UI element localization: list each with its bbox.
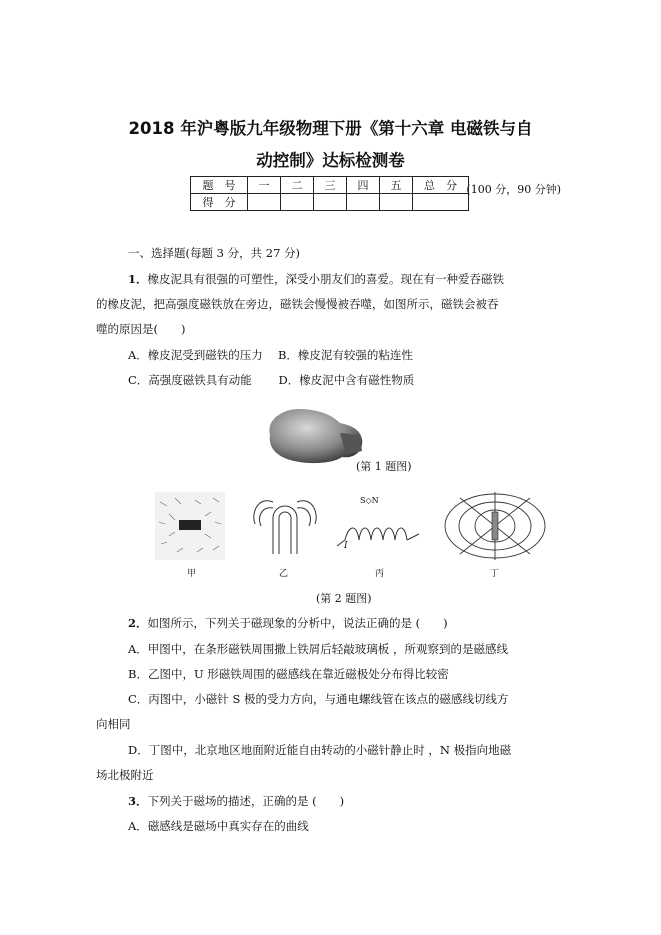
q3-number: 3． (128, 794, 148, 808)
figure-2-caption: (第 2 题图) (316, 592, 372, 605)
score-input-cell (413, 194, 469, 211)
q2-option-d-line1: D．丁图中，北京地区地面附近能自由转动的小磁针静止时 ，N 极指向地磁 (128, 743, 512, 757)
q1-option-b: B．橡皮泥有较强的粘连性 (277, 348, 413, 362)
q1-option-d: D．橡皮泥中含有磁性物质 (278, 373, 415, 387)
figure-2-label-ding: 丁 (490, 569, 500, 579)
score-cell: 三 (314, 177, 347, 194)
score-cell: 二 (281, 177, 314, 194)
q2-number: 2． (128, 616, 148, 630)
score-input-cell (248, 194, 281, 211)
q1-text: 橡皮泥具有很强的可塑性，深受小朋友们的喜爱。现在有一种爱吞磁铁 (147, 272, 505, 286)
figure-1-putty-image (262, 405, 367, 467)
q1-line3: 噬的原因是( ) (96, 322, 186, 336)
score-cell: 四 (347, 177, 380, 194)
section-heading: 一、选择题(每题 3 分，共 27 分) (128, 246, 301, 260)
figure-2-panel-jia (155, 492, 225, 560)
q1-number: 1． (128, 272, 148, 286)
figure-2-label-yi: 乙 (279, 569, 289, 579)
figure-2-panel-bing (335, 494, 423, 560)
q1-options-ab (128, 348, 568, 362)
figure-2-label-jia: 甲 (187, 569, 197, 579)
doc-title-line1: 2018 年沪粤版九年级物理下册《第十六章 电磁铁与自 (128, 119, 533, 138)
q2-option-b: B．乙图中，U 形磁铁周围的磁感线在靠近磁极处分布得比较密 (128, 667, 449, 681)
q1-option-a: A．橡皮泥受到磁铁的压力 (128, 348, 263, 362)
q3-option-a: A．磁感线是磁场中真实存在的曲线 (128, 819, 309, 833)
figure-1-caption: (第 1 题图) (356, 460, 412, 473)
q2-option-d-line2: 场北极附近 (96, 768, 154, 782)
score-cell: 得 分 (191, 194, 248, 211)
figure-2-label-bing: 丙 (375, 569, 385, 579)
q2-stem-line (128, 616, 568, 630)
exam-meta: (100 分，90 分钟) (466, 183, 561, 196)
score-input-cell (347, 194, 380, 211)
q3-stem-line (128, 794, 568, 808)
q1-line2: 的橡皮泥，把高强度磁铁放在旁边，磁铁会慢慢被吞噬，如图所示，磁铁会被吞 (96, 297, 499, 311)
score-input-cell (314, 194, 347, 211)
doc-title-line2: 动控制》达标检测卷 (256, 151, 405, 170)
score-cell: 题 号 (191, 177, 248, 194)
q1-line1 (128, 272, 568, 286)
q1-option-c: C．高强度磁铁具有动能 (128, 373, 252, 387)
score-cell: 五 (380, 177, 413, 194)
q1-options-cd (128, 373, 568, 387)
score-input-cell (380, 194, 413, 211)
figure-2-current-label: I (344, 541, 348, 551)
q2-stem: 如图所示，下列关于磁现象的分析中，说法正确的是 ( ) (147, 616, 448, 630)
score-cell: 一 (248, 177, 281, 194)
score-input-cell (281, 194, 314, 211)
figure-2-panel-yi (247, 494, 323, 560)
figure-2-panel-ding (440, 490, 550, 562)
score-table-header-row (191, 177, 469, 194)
figure-2-compass-label: S◇N (360, 496, 379, 505)
q2-option-a: A．甲图中，在条形磁铁周围撒上铁屑后轻敲玻璃板 ，所观察到的是磁感线 (128, 642, 508, 656)
score-table (190, 176, 469, 211)
score-table-score-row (191, 194, 469, 211)
q2-option-c-line2: 向相同 (96, 717, 131, 731)
q2-option-c-line1: C．丙图中，小磁针 S 极的受力方向，与通电螺线管在该点的磁感线切线方 (128, 692, 509, 706)
score-cell: 总 分 (413, 177, 469, 194)
q3-stem: 下列关于磁场的描述，正确的是 ( ) (147, 794, 345, 808)
